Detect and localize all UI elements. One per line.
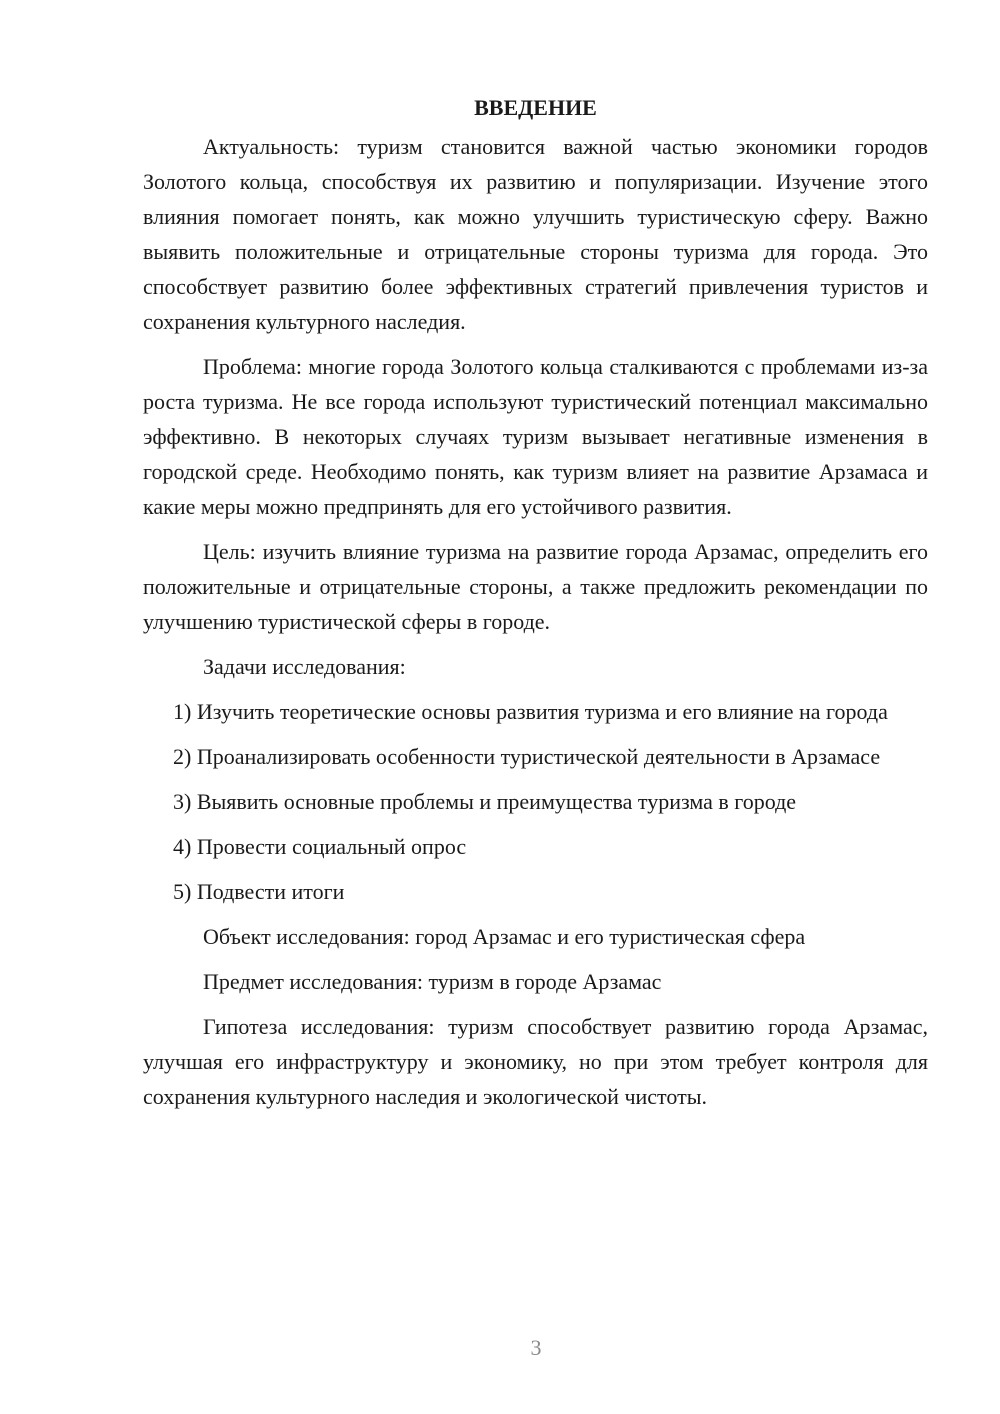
- task-item-2: 2) Проанализировать особенности туристической деятельности в Арзамасе: [173, 744, 881, 769]
- paragraph-problem: Проблема: многие города Золотого кольца сталкиваются с проблемами из-за роста туризма. Не все города используют туристический потенциал максимально эффективно. В некоторых случаях туризм вызывает негативные изменения в городской среде. Необходимо понять, как туризм влияет на развитие Арзамаса и какие меры можно предпринять для его устойчивого развития.: [143, 354, 928, 519]
- section-title: ВВЕДЕНИЕ: [474, 95, 597, 120]
- tasks-heading: Задачи исследования:: [203, 654, 406, 679]
- task-item-4: 4) Провести социальный опрос: [173, 834, 467, 859]
- research-object: Объект исследования: город Арзамас и его туристическая сфера: [203, 924, 806, 949]
- task-item-3: 3) Выявить основные проблемы и преимущества туризма в городе: [173, 789, 797, 814]
- research-hypothesis: Гипотеза исследования: туризм способствует развитию города Арзамас, улучшая его инфраструктуру и экономику, но при этом требует контроля для сохранения культурного наследия и экологической чистоты.: [143, 1014, 928, 1109]
- research-subject: Предмет исследования: туризм в городе Арзамас: [203, 969, 662, 994]
- page-number: 3: [530, 1335, 542, 1360]
- task-item-5: 5) Подвести итоги: [173, 879, 345, 904]
- task-item-1: 1) Изучить теоретические основы развития туризма и его влияние на города: [173, 699, 888, 724]
- paragraph-relevance: Актуальность: туризм становится важной частью экономики городов Золотого кольца, способствуя их развитию и популяризации. Изучение этого влияния помогает понять, как можно улучшить туристическую сферу. Важно выявить положительные и отрицательные стороны туризма для города. Это способствует развитию более эффективных стратегий привлечения туристов и сохранения культурного наследия.: [143, 134, 928, 334]
- paragraph-goal: Цель: изучить влияние туризма на развитие города Арзамас, определить его положительные и отрицательные стороны, а также предложить рекомендации по улучшению туристической сферы в городе.: [143, 539, 928, 634]
- document-page: [143, 90, 928, 1124]
